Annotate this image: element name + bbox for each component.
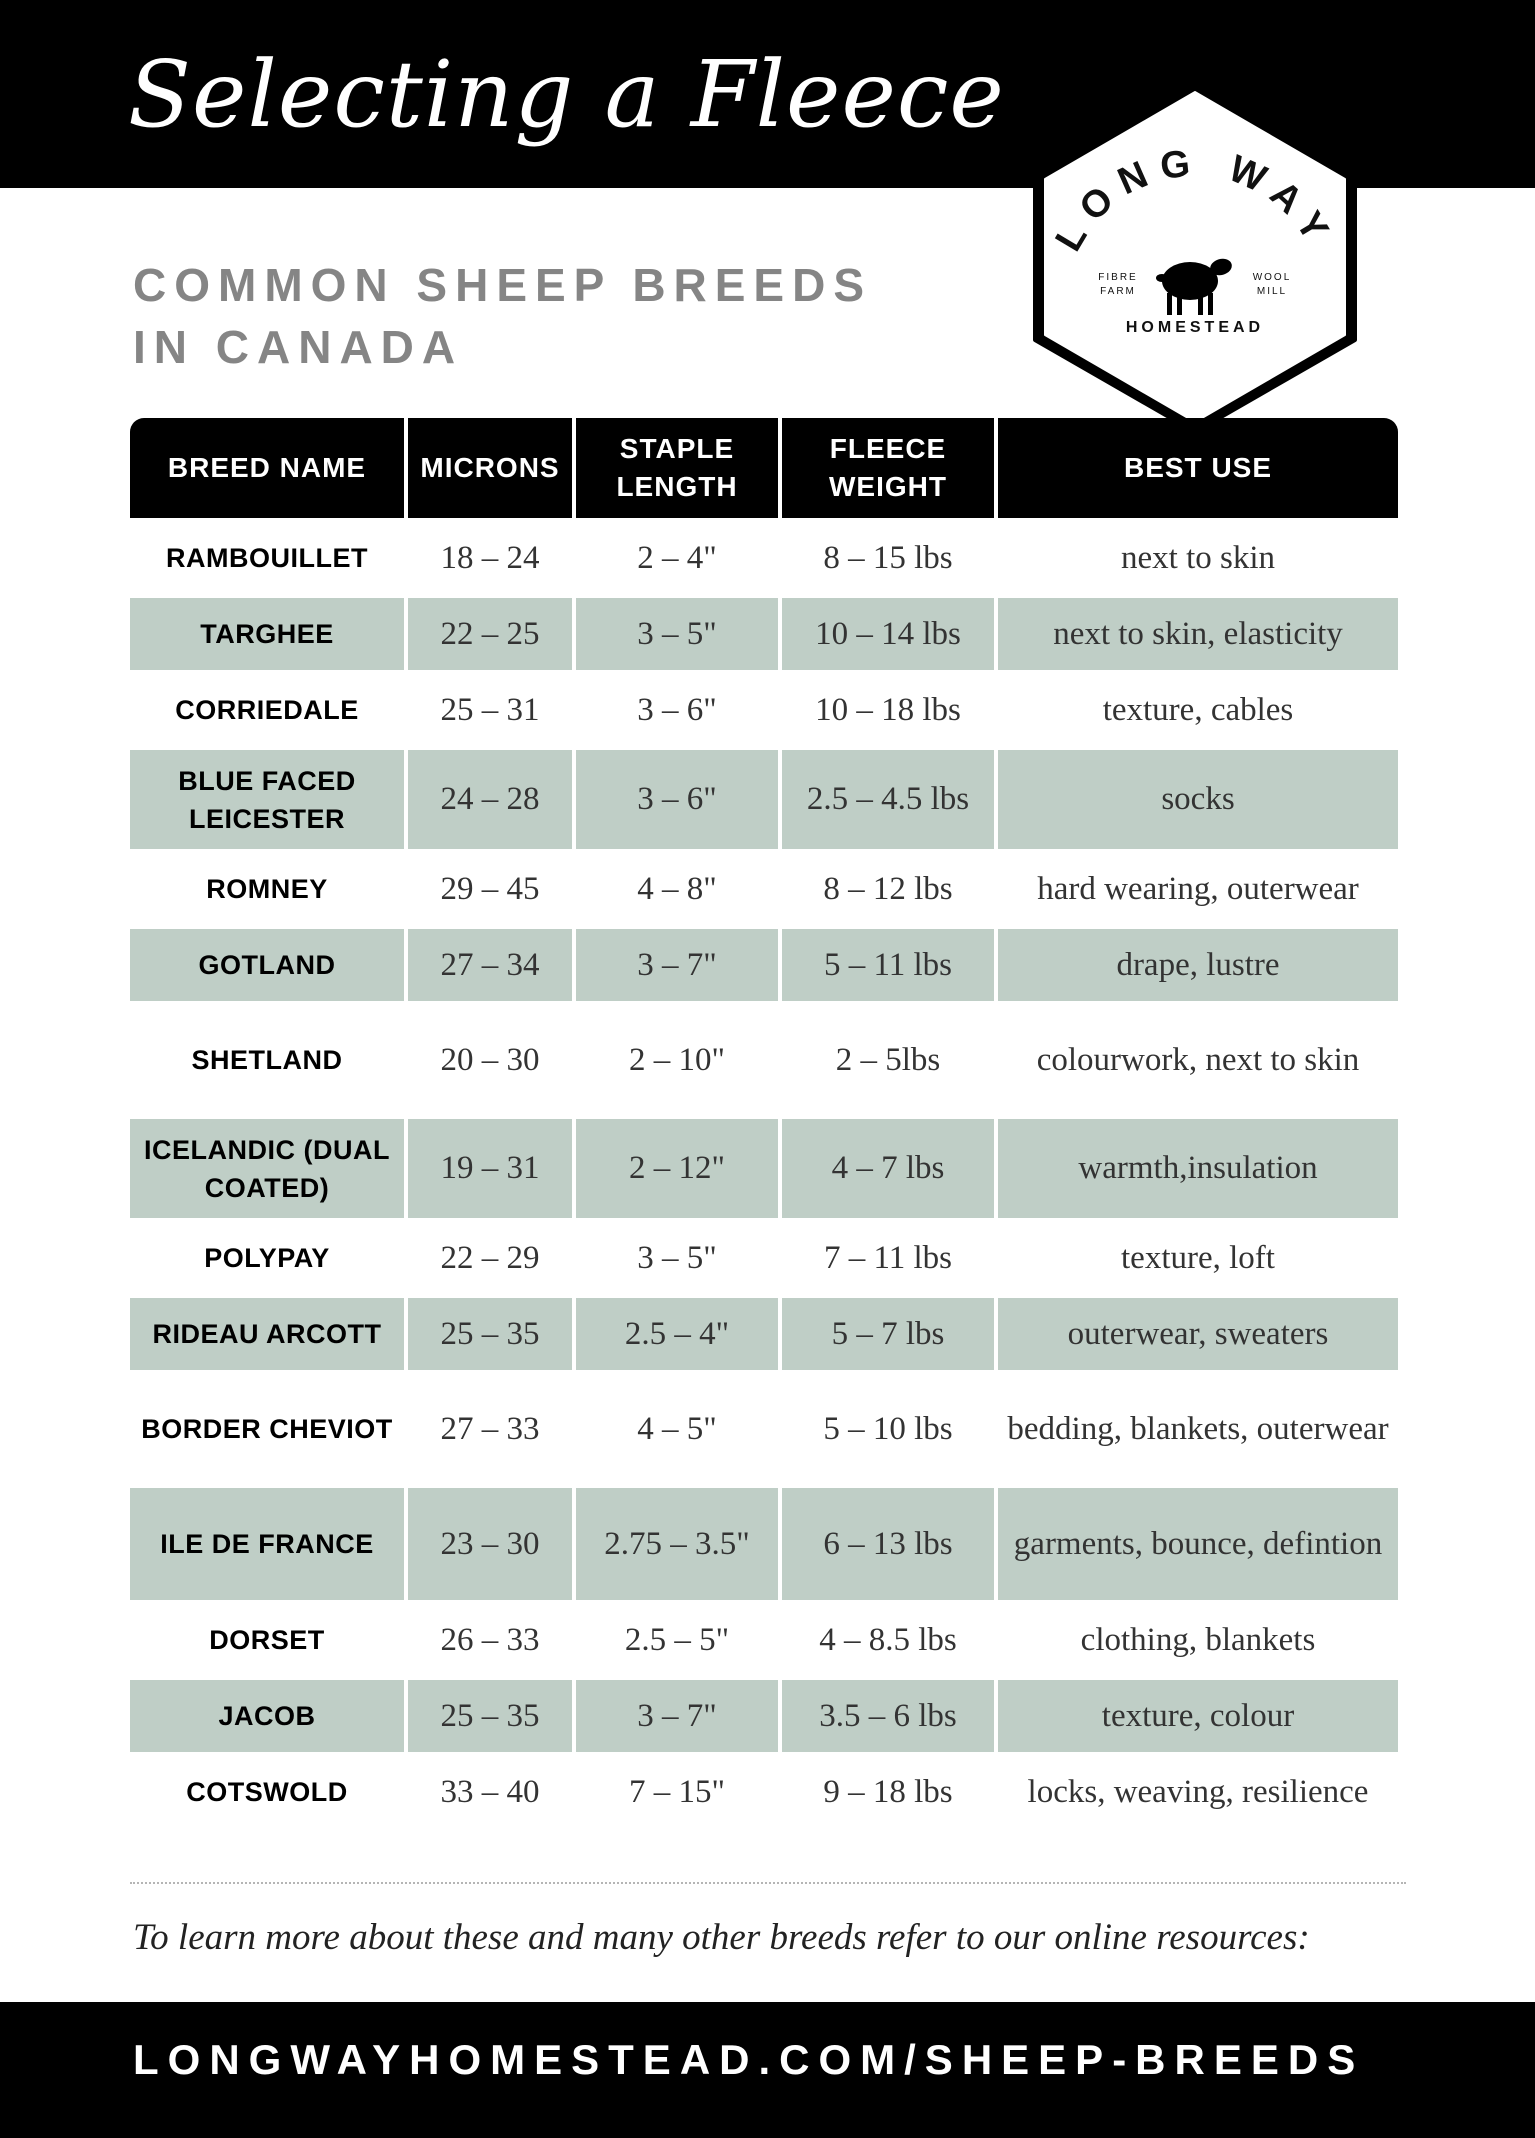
fleece-weight-cell: 3.5 – 6 lbs (782, 1680, 994, 1752)
breed-name-cell: COTSWOLD (186, 1777, 348, 1807)
best-use-cell: colourwork, next to skin (1036, 1041, 1360, 1078)
breed-name-cell: POLYPAY (204, 1243, 330, 1273)
best-use-cell: texture, loft (1121, 1239, 1275, 1276)
microns-cell: 23 – 30 (408, 1488, 572, 1600)
table-row (130, 750, 1398, 849)
best-use-cell: warmth,insulation (998, 1119, 1398, 1218)
microns-cell: 18 – 24 (440, 539, 540, 576)
table-row (130, 1488, 1398, 1600)
best-use-cell: texture, cables (1102, 691, 1294, 728)
fleece-weight-cell: 8 – 15 lbs (823, 539, 953, 576)
table-row (130, 1604, 1398, 1676)
logo-arc-text: LONG WAY (1047, 141, 1343, 259)
microns-cell: 27 – 34 (408, 929, 572, 1001)
staple-length-cell: 3 – 5" (637, 1239, 717, 1276)
breed-name-cell: RAMBOUILLET (166, 543, 368, 573)
table-row (130, 1374, 1398, 1484)
staple-length-cell: 3 – 7" (576, 929, 778, 1001)
staple-length-cell: 2 – 12" (576, 1119, 778, 1218)
table-row (130, 1756, 1398, 1828)
column-header-best-use: BEST USE (998, 418, 1398, 518)
microns-cell: 19 – 31 (408, 1119, 572, 1218)
long-way-homestead-logo (1025, 78, 1365, 434)
staple-length-cell: 3 – 6" (576, 750, 778, 849)
staple-length-cell: 3 – 7" (576, 1680, 778, 1752)
microns-cell: 25 – 31 (440, 691, 540, 728)
breed-name-cell: ROMNEY (206, 874, 328, 904)
microns-cell: 24 – 28 (408, 750, 572, 849)
table-row (130, 1680, 1398, 1752)
fleece-weight-cell: 9 – 18 lbs (823, 1773, 953, 1810)
logo-mill-text: MILL (1256, 286, 1288, 297)
table-row (130, 522, 1398, 594)
breed-name-cell: DORSET (209, 1625, 325, 1655)
page-title: Selecting a Fleece (128, 41, 1005, 148)
table-row (130, 1005, 1398, 1115)
staple-length-cell: 3 – 6" (637, 691, 717, 728)
breed-name-cell: CORRIEDALE (175, 695, 359, 725)
dotted-divider (130, 1882, 1406, 1884)
best-use-cell: hard wearing, outerwear (1037, 870, 1359, 907)
logo-homestead-text: HOMESTEAD (1125, 319, 1265, 336)
fleece-weight-cell: 6 – 13 lbs (782, 1488, 994, 1600)
breed-name-cell: ILE DE FRANCE (130, 1488, 404, 1600)
fleece-weight-cell: 7 – 11 lbs (823, 1239, 953, 1276)
best-use-cell: socks (998, 750, 1398, 849)
fleece-weight-cell: 2 – 5lbs (835, 1041, 941, 1078)
breed-name-cell: BORDER CHEVIOT (141, 1414, 393, 1444)
fleece-weight-cell: 8 – 12 lbs (823, 870, 953, 907)
fleece-weight-cell: 5 – 10 lbs (823, 1410, 953, 1447)
column-header-breed-name: BREED NAME (130, 418, 404, 518)
breed-name-cell: JACOB (130, 1680, 404, 1752)
microns-cell: 33 – 40 (440, 1773, 540, 1810)
staple-length-cell: 2 – 4" (637, 539, 717, 576)
fleece-weight-cell: 10 – 14 lbs (782, 598, 994, 670)
table-row (130, 929, 1398, 1001)
best-use-cell: next to skin, elasticity (998, 598, 1398, 670)
table-row (130, 853, 1398, 925)
staple-length-cell: 2 – 10" (629, 1041, 725, 1078)
fleece-weight-cell: 10 – 18 lbs (815, 691, 961, 728)
breed-name-cell: ICELANDIC (DUAL COATED) (130, 1119, 404, 1218)
microns-cell: 20 – 30 (440, 1041, 540, 1078)
staple-length-cell: 7 – 15" (629, 1773, 725, 1810)
staple-length-cell: 3 – 5" (576, 598, 778, 670)
logo-fibre-text: FIBRE (1098, 272, 1138, 283)
best-use-cell: next to skin (1121, 539, 1275, 576)
staple-length-cell: 2.5 – 5" (624, 1621, 730, 1658)
breed-name-cell: BLUE FACED LEICESTER (130, 750, 404, 849)
table-row (130, 674, 1398, 746)
table-row (130, 1298, 1398, 1370)
microns-cell: 26 – 33 (440, 1621, 540, 1658)
sheep-breeds-table (126, 418, 1402, 1828)
fleece-weight-cell: 2.5 – 4.5 lbs (782, 750, 994, 849)
logo-farm-text: FARM (1100, 286, 1136, 297)
subtitle-line-1: COMMON SHEEP BREEDS (133, 259, 873, 311)
best-use-cell: clothing, blankets (1080, 1621, 1316, 1658)
microns-cell: 29 – 45 (440, 870, 540, 907)
column-header-fleece-weight: FLEECE WEIGHT (782, 418, 994, 518)
microns-cell: 25 – 35 (408, 1680, 572, 1752)
best-use-cell: drape, lustre (998, 929, 1398, 1001)
microns-cell: 22 – 29 (440, 1239, 540, 1276)
page-subtitle (133, 254, 893, 378)
microns-cell: 27 – 33 (440, 1410, 540, 1447)
fleece-weight-cell: 4 – 8.5 lbs (819, 1621, 957, 1658)
best-use-cell: garments, bounce, defintion (998, 1488, 1398, 1600)
best-use-cell: texture, colour (998, 1680, 1398, 1752)
staple-length-cell: 4 – 5" (637, 1410, 717, 1447)
fleece-weight-cell: 5 – 7 lbs (782, 1298, 994, 1370)
best-use-cell: outerwear, sweaters (998, 1298, 1398, 1370)
fleece-weight-cell: 5 – 11 lbs (782, 929, 994, 1001)
footer-note: To learn more about these and many other breeds refer to our online resources: (133, 1917, 1310, 1958)
best-use-cell: locks, weaving, resilience (1027, 1773, 1369, 1810)
table-row (130, 1119, 1398, 1218)
logo-wool-text: WOOL (1252, 272, 1292, 283)
staple-length-cell: 2.75 – 3.5" (576, 1488, 778, 1600)
breed-name-cell: TARGHEE (130, 598, 404, 670)
website-link[interactable]: LONGWAYHOMESTEAD.COM/SHEEP-BREEDS (133, 2036, 1365, 2083)
staple-length-cell: 2.5 – 4" (576, 1298, 778, 1370)
table-row (130, 1222, 1398, 1294)
table-header-row (130, 418, 1398, 518)
breed-name-cell: SHETLAND (191, 1045, 343, 1075)
subtitle-line-2: IN CANADA (133, 321, 464, 373)
staple-length-cell: 4 – 8" (637, 870, 717, 907)
fleece-weight-cell: 4 – 7 lbs (782, 1119, 994, 1218)
column-header-staple-length: STAPLE LENGTH (576, 418, 778, 518)
table-row (130, 598, 1398, 670)
microns-cell: 25 – 35 (408, 1298, 572, 1370)
breed-name-cell: RIDEAU ARCOTT (130, 1298, 404, 1370)
best-use-cell: bedding, blankets, outerwear (1007, 1410, 1389, 1447)
column-header-microns: MICRONS (408, 418, 572, 518)
microns-cell: 22 – 25 (408, 598, 572, 670)
breed-name-cell: GOTLAND (130, 929, 404, 1001)
